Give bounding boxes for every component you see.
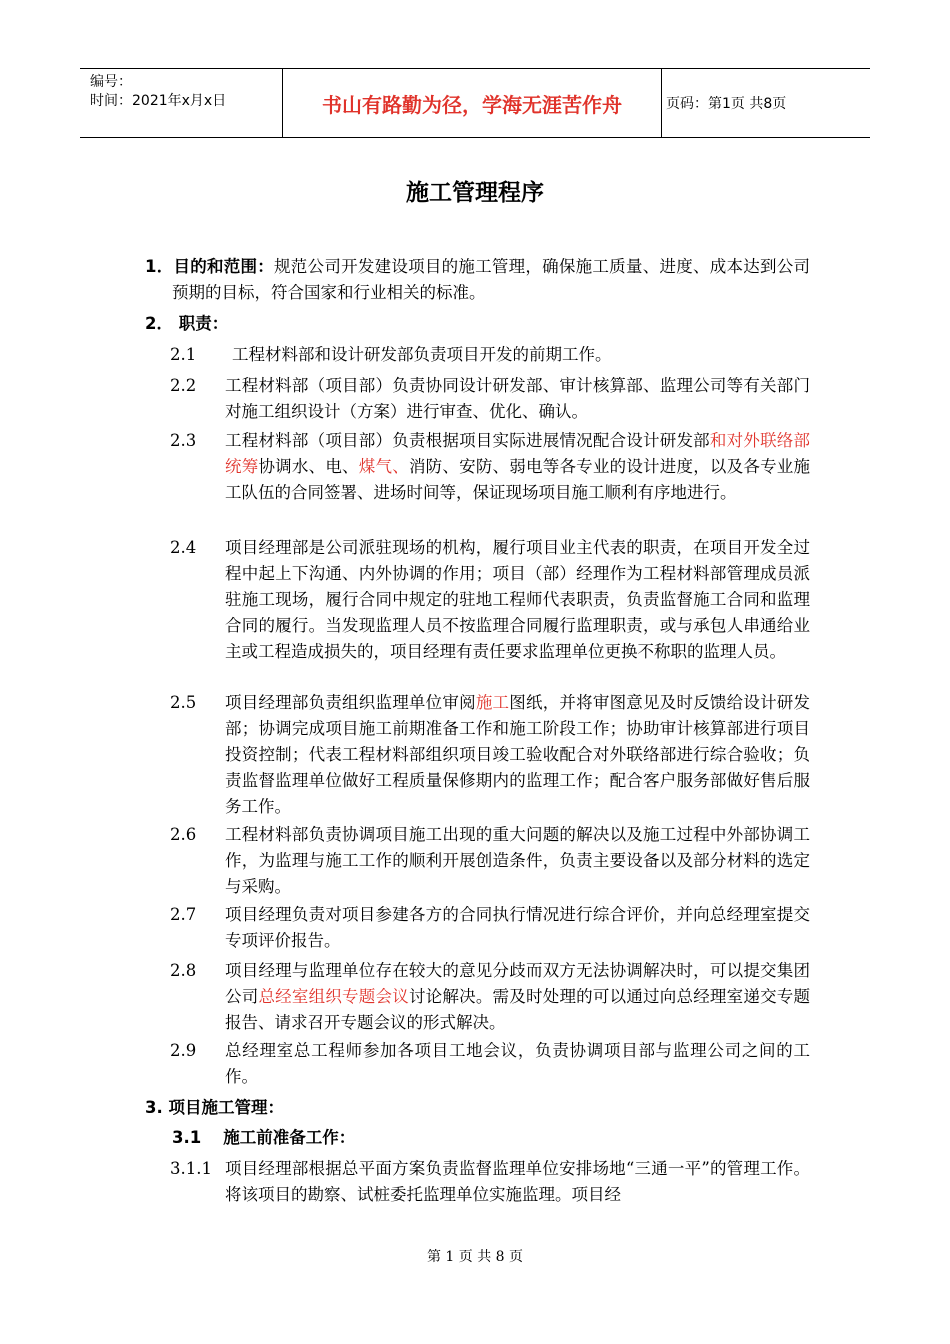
item-number: 2.7 (170, 905, 197, 924)
header-motto: 书山有路勤为径，学海无涯苦作舟 (282, 69, 662, 137)
section-2-heading: 2． 职责： (145, 314, 229, 333)
highlight-text: 施工 (475, 693, 510, 712)
item-number: 2.6 (170, 825, 197, 844)
item-number: 2.9 (170, 1041, 197, 1060)
document-header (80, 68, 870, 138)
highlight-text: 煤气、 (358, 457, 409, 476)
item-text: 项目经理负责对项目参建各方的合同执行情况进行综合评价，并向总经理室提交专项评价报告。 (225, 905, 810, 950)
item-text: 工程材料部和设计研发部负责项目开发的前期工作。 (232, 345, 612, 364)
section-1-heading: 1．目的和范围： (145, 257, 275, 276)
page-footer: 第 1 页 共 8 页 (426, 1249, 524, 1265)
item-number: 2.8 (170, 961, 197, 980)
item-number: 3.1.1 (170, 1159, 212, 1178)
item-number: 2.1 (170, 345, 197, 364)
item-text: 项目经理部是公司派驻现场的机构，履行项目业主代表的职责，在项目开发全过程中起上下沟通、内外协调的作用；项目（部）经理作为工程材料部管理成员派驻施工现场，履行合同中规定的驻地工程师代表职责，负责监督施工合同和监理合同的履行。当发现监理人员不按监理合同履行监理职责，或与承包人串通给业主或工程造成损失的，项目经理有责任要求监理单位更换不称职的监理人员。 (225, 538, 810, 661)
section-1-text: 规范公司开发建设项目的施工管理，确保施工质量、进度、成本达到公司预期的目标，符合国家和行业相关的标准。 (172, 257, 811, 302)
item-2-9 (170, 1038, 810, 1090)
highlight-text: 和对外联络部统筹 (225, 431, 811, 476)
header-meta (80, 69, 280, 137)
item-text: 总经理室总工程师参加各项目工地会议，负责协调项目部与监理公司之间的工作。 (225, 1041, 810, 1086)
item-2-3 (170, 428, 810, 506)
item-number: 2.3 (170, 431, 197, 450)
subsection-3-1 (172, 1125, 355, 1151)
header-page-info: 页码：第1页 共8页 (666, 96, 787, 112)
item-text: 图纸，并将审图意见及时反馈给设计研发部；协调完成项目施工前期准备工作和施工阶段工作；协助审计核算部进行项目投资控制；代表工程材料部组织项目竣工验收配合对外联络部进行综合验收；负责监督监理单位做好工程质量保修期内的监理工作；配合客户服务部做好售后服务工作。 (225, 693, 811, 816)
item-text: 协调水、电、 (258, 457, 359, 476)
item-number: 2.4 (170, 538, 197, 557)
section-3-heading: 3. 项目施工管理： (145, 1098, 284, 1117)
item-text: 消防、安防、弱电等各专业的设计进度，以及各专业施工队伍的合同签署、进场时间等，保证现场项目施工顺利有序地进行。 (225, 457, 811, 502)
item-text: 工程材料部负责协调项目施工出现的重大问题的解决以及施工过程中外部协调工作，为监理与施工工作的顺利开展创造条件，负责主要设备以及部分材料的选定与采购。 (225, 825, 810, 896)
item-2-7 (170, 902, 810, 954)
subsection-number: 3.1 (172, 1128, 202, 1147)
item-text: 工程材料部（项目部）负责根据项目实际进展情况配合设计研发部 (225, 431, 710, 450)
highlight-text: 总经室组织专题会议 (258, 987, 409, 1006)
item-text: 项目经理部根据总平面方案负责监督监理单位安排场地“三通一平”的管理工作。将该项目的勘察、试桩委托监理单位实施监理。项目经 (225, 1159, 810, 1204)
item-2-6 (170, 822, 810, 900)
item-number: 2.2 (170, 376, 197, 395)
item-2-8 (170, 958, 810, 1036)
item-text: 工程材料部（项目部）负责协同设计研发部、审计核算部、监理公司等有关部门对施工组织设计（方案）进行审查、优化、确认。 (225, 376, 810, 421)
document-number-label: 编号： (90, 74, 132, 90)
item-3-1-1 (170, 1156, 810, 1208)
item-text: 项目经理部负责组织监理单位审阅 (225, 693, 476, 712)
subsection-title: 施工前准备工作： (223, 1128, 356, 1147)
item-2-2 (170, 373, 810, 425)
item-number: 2.5 (170, 693, 197, 712)
document-time-label: 时间：2021年x月x日 (90, 93, 227, 109)
section-1 (145, 254, 810, 306)
item-2-5 (170, 690, 810, 820)
document-title: 施工管理程序 (406, 180, 544, 206)
item-2-4 (170, 535, 810, 665)
item-text: 项目经理与监理单位存在较大的意见分歧而双方无法协调解决时，可以提交集团公司 (225, 961, 810, 1006)
item-2-1 (170, 342, 810, 368)
item-text: 讨论解决。需及时处理的可以通过向总经理室递交专题报告、请求召开专题会议的形式解决。 (225, 987, 811, 1032)
